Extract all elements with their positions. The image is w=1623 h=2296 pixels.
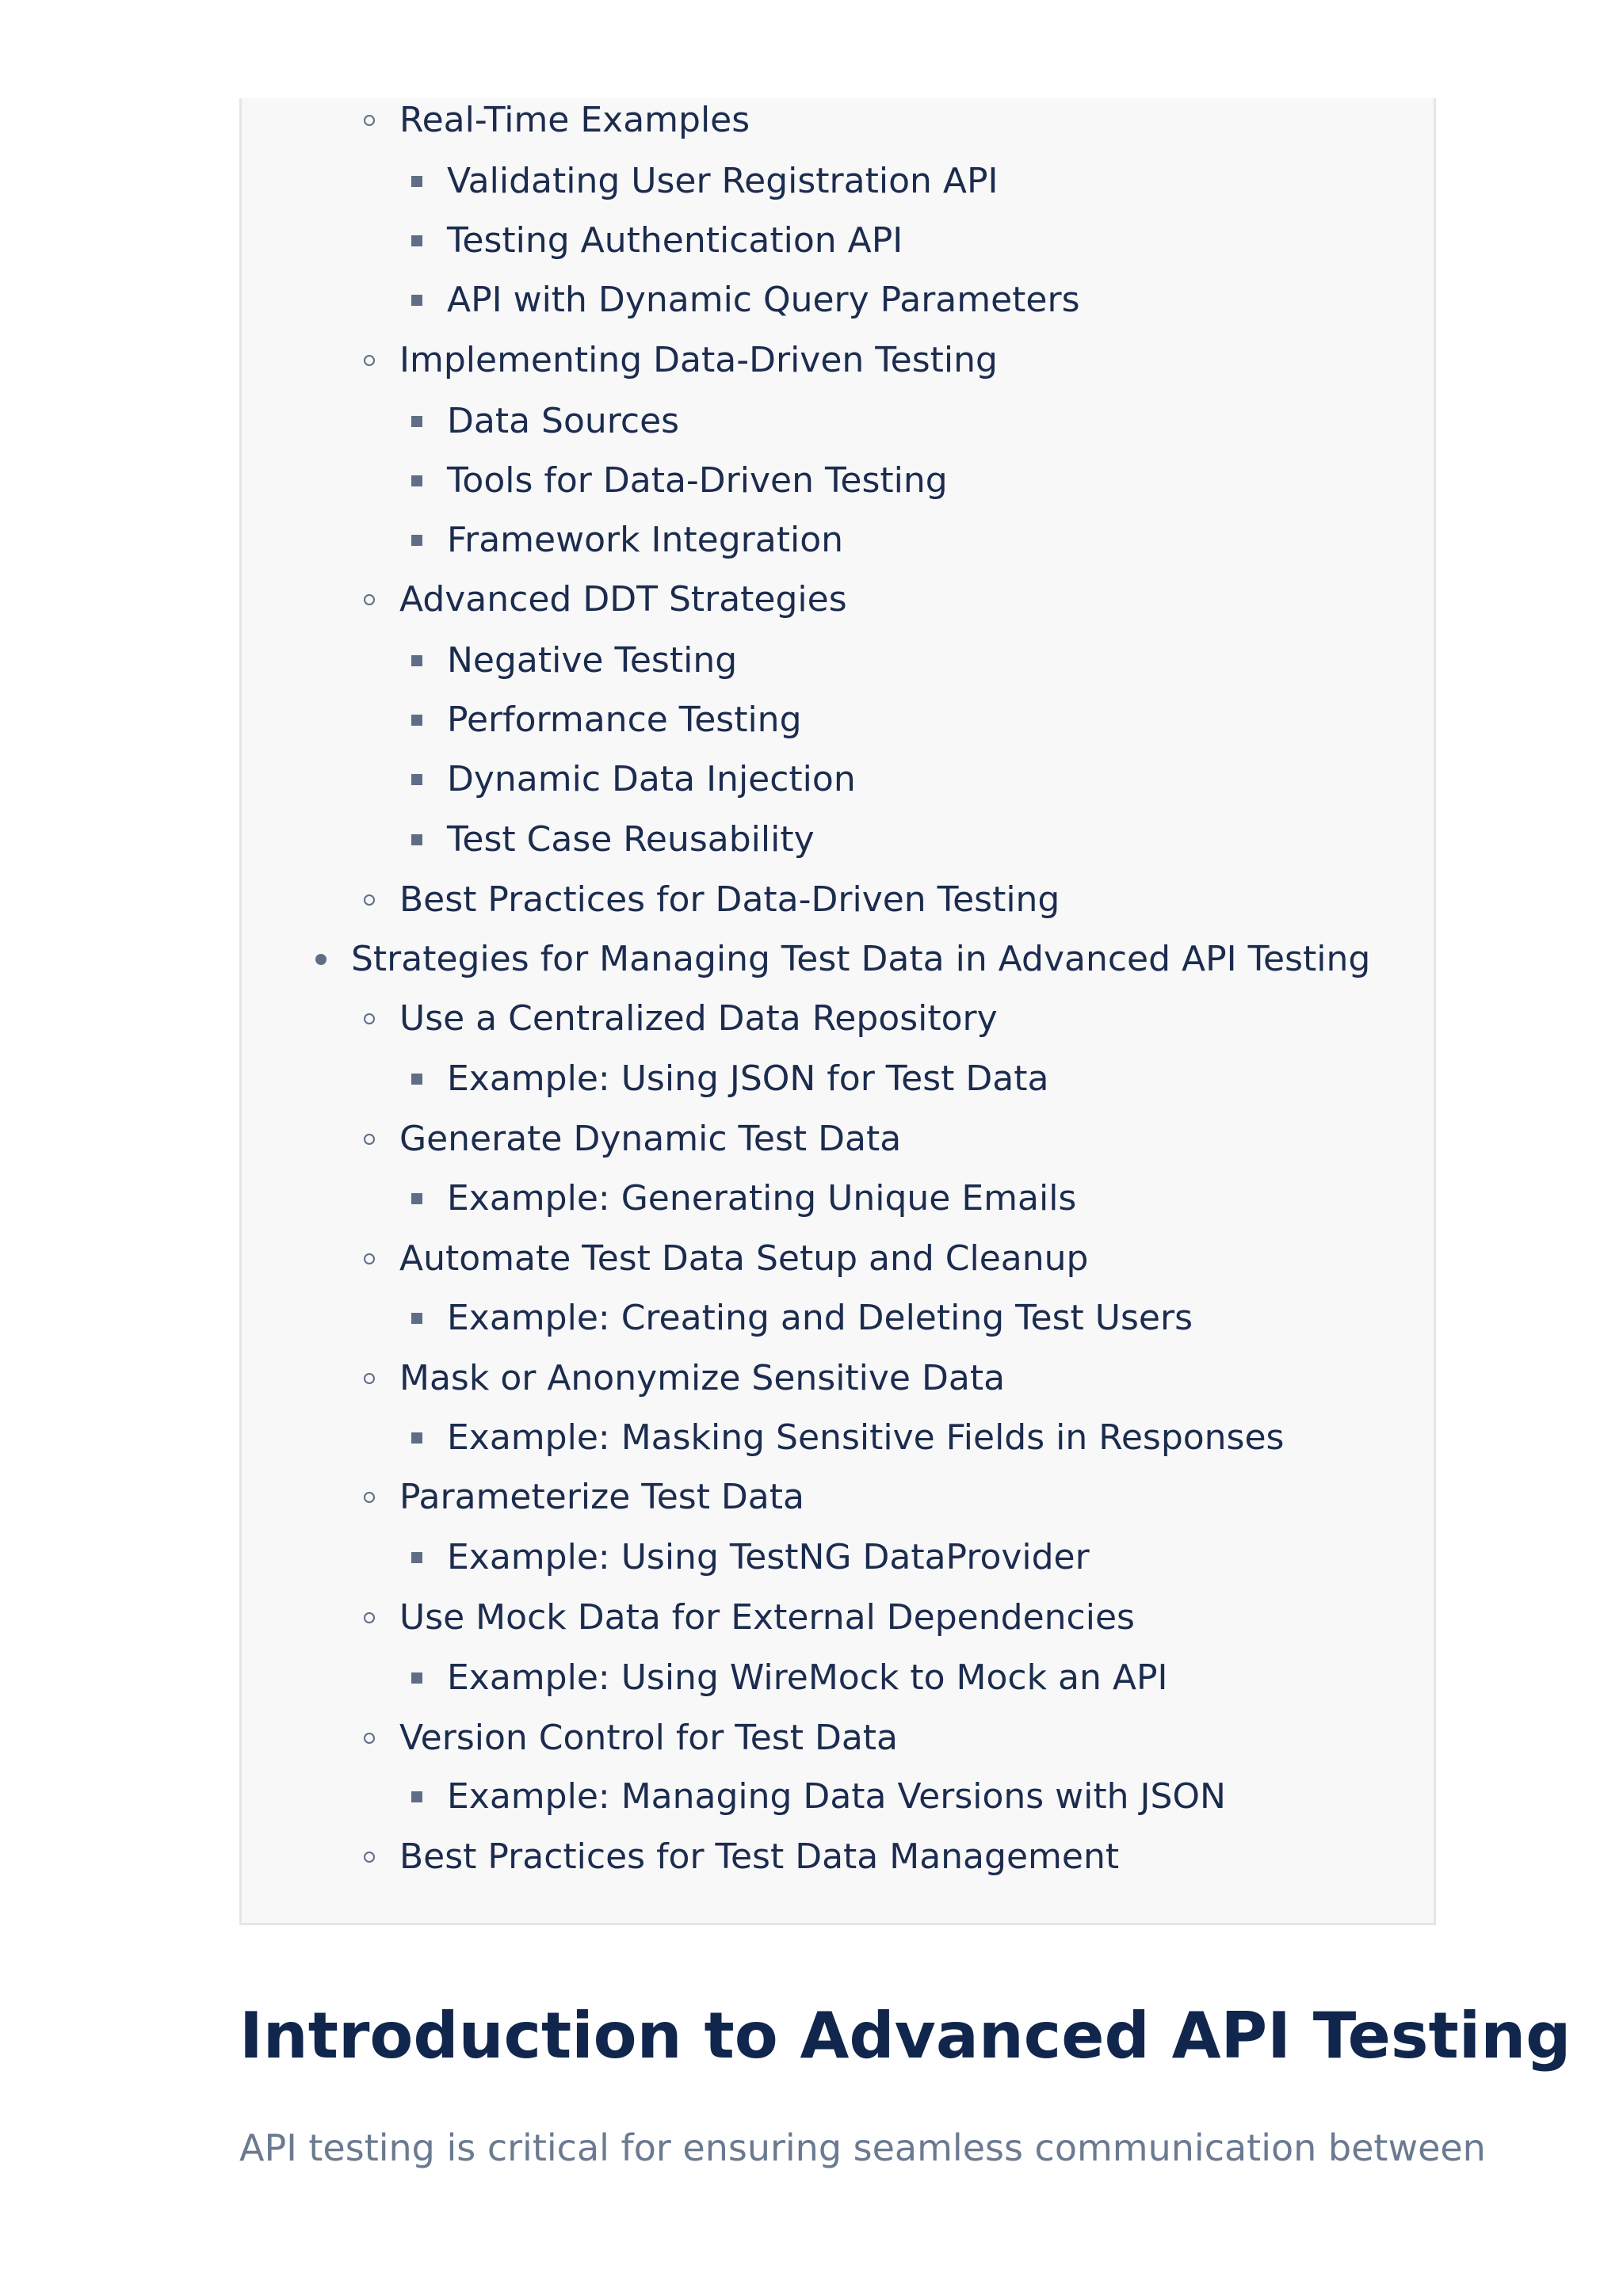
toc-item-level-2[interactable] <box>399 1235 1088 1283</box>
square-bullet-icon <box>411 176 422 187</box>
toc-item-level-2[interactable] <box>399 1474 804 1521</box>
toc-item-label: Dynamic Data Injection <box>447 759 856 799</box>
toc-item-label: API with Dynamic Query Parameters <box>447 280 1080 320</box>
toc-item-level-3[interactable] <box>447 517 843 564</box>
square-bullet-icon <box>411 655 422 666</box>
toc-item-level-2[interactable] <box>399 1355 1005 1402</box>
toc-item-label: Performance Testing <box>447 700 802 740</box>
table-of-contents <box>239 98 1436 1925</box>
square-bullet-icon <box>411 1672 422 1684</box>
toc-item-label: Example: Managing Data Versions with JSON <box>447 1776 1226 1817</box>
circle-bullet-icon <box>364 1492 375 1503</box>
toc-item-label: Use Mock Data for External Dependencies <box>399 1597 1135 1638</box>
toc-item-label: Best Practices for Data-Driven Testing <box>399 879 1060 920</box>
toc-item-label: Tools for Data-Driven Testing <box>447 460 948 501</box>
toc-item-level-3[interactable] <box>447 398 679 445</box>
toc-item-label: Data Sources <box>447 401 680 441</box>
toc-item-label: Example: Creating and Deleting Test Users <box>447 1298 1193 1338</box>
toc-item-label: Implementing Data-Driven Testing <box>399 340 998 380</box>
toc-item-level-2[interactable] <box>399 576 847 624</box>
square-bullet-icon <box>411 715 422 726</box>
toc-item-level-3[interactable] <box>447 1295 1193 1342</box>
circle-bullet-icon <box>364 594 375 605</box>
square-bullet-icon <box>411 1552 422 1563</box>
toc-item-label: Best Practices for Test Data Management <box>399 1836 1120 1877</box>
square-bullet-icon <box>411 1193 422 1204</box>
toc-item-level-3[interactable] <box>447 637 737 685</box>
toc-item-level-2[interactable] <box>399 1714 898 1762</box>
toc-item-level-3[interactable] <box>447 1055 1048 1103</box>
toc-item-label: Advanced DDT Strategies <box>399 579 847 620</box>
square-bullet-icon <box>411 295 422 306</box>
toc-item-level-3[interactable] <box>447 1414 1284 1462</box>
toc-item-label: Generate Dynamic Test Data <box>399 1119 902 1159</box>
circle-bullet-icon <box>364 1373 375 1384</box>
square-bullet-icon <box>411 535 422 546</box>
square-bullet-icon <box>411 416 422 427</box>
toc-item-label: Example: Using TestNG DataProvider <box>447 1537 1090 1577</box>
disc-bullet-icon <box>315 954 327 965</box>
toc-item-level-3[interactable] <box>447 217 903 265</box>
square-bullet-icon <box>411 1791 422 1802</box>
square-bullet-icon <box>411 774 422 785</box>
toc-item-label: Framework Integration <box>447 520 844 560</box>
square-bullet-icon <box>411 834 422 845</box>
toc-item-label: Negative Testing <box>447 640 738 681</box>
toc-item-label: Real-Time Examples <box>399 100 750 140</box>
toc-item-label: Mask or Anonymize Sensitive Data <box>399 1358 1006 1398</box>
circle-bullet-icon <box>364 1733 375 1744</box>
square-bullet-icon <box>411 1432 422 1444</box>
intro-paragraph: API testing is critical for ensuring seamless communication between <box>239 2126 1486 2169</box>
toc-item-level-2[interactable] <box>399 1594 1135 1642</box>
toc-item-level-3[interactable] <box>447 756 856 803</box>
square-bullet-icon <box>411 475 422 486</box>
toc-item-level-3[interactable] <box>447 1534 1090 1581</box>
toc-item-level-3[interactable] <box>447 1654 1168 1702</box>
square-bullet-icon <box>411 235 422 246</box>
toc-item-label: Testing Authentication API <box>447 220 903 261</box>
toc-item-label: Example: Using WireMock to Mock an API <box>447 1657 1168 1698</box>
toc-item-level-2[interactable] <box>399 995 998 1043</box>
square-bullet-icon <box>411 1313 422 1324</box>
circle-bullet-icon <box>364 1013 375 1024</box>
circle-bullet-icon <box>364 355 375 366</box>
toc-item-level-2[interactable] <box>399 1116 901 1163</box>
circle-bullet-icon <box>364 1253 375 1264</box>
circle-bullet-icon <box>364 894 375 906</box>
toc-item-level-2[interactable] <box>399 876 1060 924</box>
toc-item-label: Example: Masking Sensitive Fields in Responses <box>447 1417 1285 1458</box>
toc-item-label: Test Case Reusability <box>447 819 815 860</box>
toc-item-level-3[interactable] <box>447 816 815 864</box>
toc-item-label: Strategies for Managing Test Data in Advanced API Testing <box>351 939 1371 979</box>
toc-item-label: Example: Generating Unique Emails <box>447 1178 1077 1219</box>
toc-item-level-3[interactable] <box>447 158 998 205</box>
circle-bullet-icon <box>364 115 375 126</box>
toc-item-label: Example: Using JSON for Test Data <box>447 1058 1049 1099</box>
toc-item-level-3[interactable] <box>447 696 802 744</box>
article-heading: Introduction to Advanced API Testing <box>239 1999 1571 2073</box>
toc-item-level-3[interactable] <box>447 1175 1076 1222</box>
circle-bullet-icon <box>364 1852 375 1863</box>
toc-item-level-3[interactable] <box>447 457 948 505</box>
toc-item-level-2[interactable] <box>399 1833 1119 1881</box>
toc-item-level-2[interactable] <box>399 97 750 144</box>
toc-item-level-3[interactable] <box>447 1773 1226 1821</box>
toc-item-label: Validating User Registration API <box>447 161 999 201</box>
toc-item-label: Version Control for Test Data <box>399 1718 898 1758</box>
toc-item-level-3[interactable] <box>447 277 1080 324</box>
circle-bullet-icon <box>364 1134 375 1145</box>
circle-bullet-icon <box>364 1612 375 1623</box>
toc-item-label: Parameterize Test Data <box>399 1477 804 1517</box>
square-bullet-icon <box>411 1074 422 1085</box>
toc-item-label: Automate Test Data Setup and Cleanup <box>399 1238 1089 1279</box>
toc-item-level-2[interactable] <box>399 337 998 384</box>
toc-item-level-1[interactable] <box>351 936 1370 983</box>
toc-item-label: Use a Centralized Data Repository <box>399 998 998 1039</box>
